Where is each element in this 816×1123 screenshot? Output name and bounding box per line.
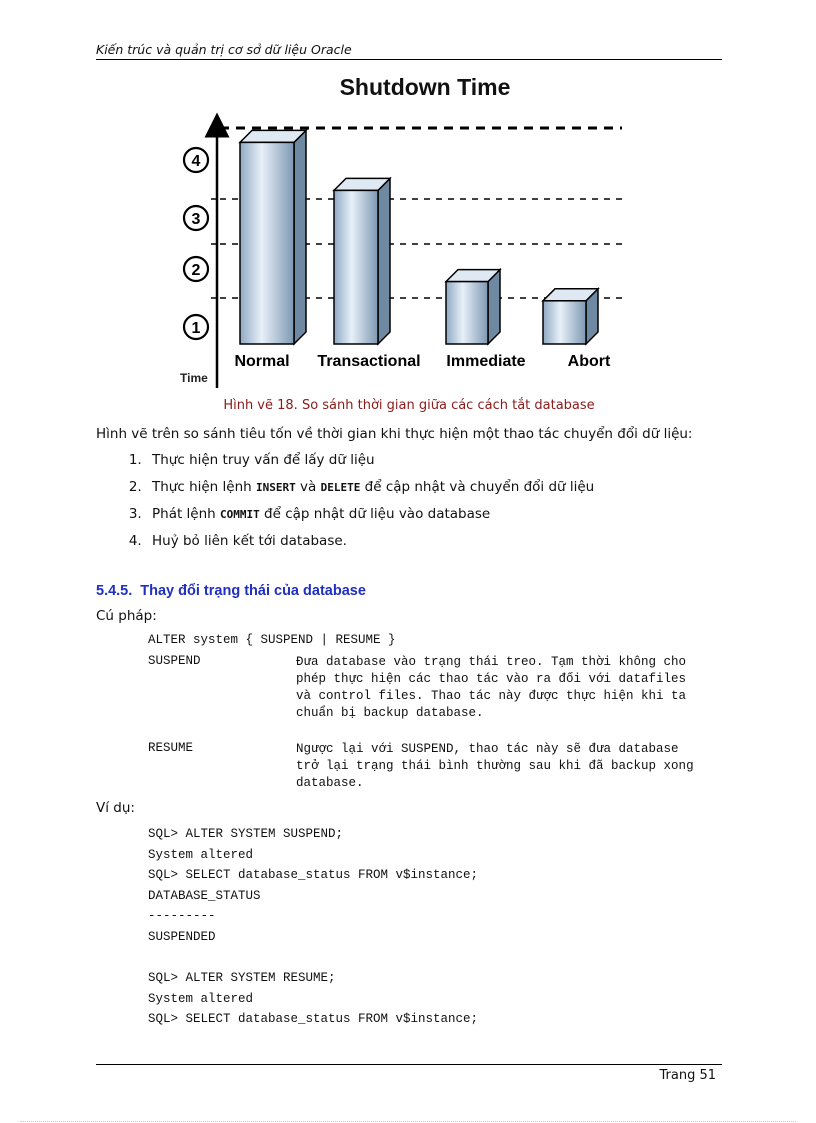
- y-tick-label: 4: [191, 153, 201, 170]
- list-item: 4. Huỷ bỏ liên kết tới database.: [146, 531, 594, 558]
- list-item: 1. Thực hiện truy vấn để lấy dữ liệu: [146, 450, 594, 477]
- page-number: Trang 51: [659, 1068, 716, 1083]
- keyword-delete: DELETE: [320, 481, 361, 494]
- category-label: Abort: [567, 353, 611, 370]
- y-tick-label: 1: [191, 320, 201, 337]
- bar-immediate: [446, 270, 500, 344]
- chart-title: Shutdown Time: [339, 74, 511, 100]
- intro-paragraph: Hình vẽ trên so sánh tiêu tốn về thời gian khi thực hiện một thao tác chuyển đổi dữ liệu:: [96, 426, 693, 442]
- y-axis-label: Time: [180, 371, 208, 385]
- bar-abort: [543, 289, 598, 344]
- syntax-line: ALTER system { SUSPEND | RESUME }: [148, 633, 396, 647]
- y-tick-label: 2: [191, 262, 201, 279]
- example-label: Ví dụ:: [96, 800, 135, 816]
- keyword-insert: INSERT: [256, 481, 296, 494]
- bars: [234, 130, 611, 370]
- keyword-commit: COMMIT: [220, 508, 260, 521]
- running-header: Kiến trúc và quản trị cơ sở dữ liệu Oracle: [96, 42, 352, 57]
- shutdown-time-chart: [0, 0, 816, 400]
- y-tick-label: 3: [191, 211, 201, 228]
- category-label: Transactional: [317, 353, 421, 370]
- y-ticks: [184, 128, 217, 339]
- category-label: Immediate: [446, 353, 526, 370]
- syntax-label: Cú pháp:: [96, 608, 157, 624]
- steps-list: [96, 450, 594, 558]
- footer-rule: [96, 1064, 722, 1065]
- list-item: 2. Thực hiện lệnh INSERT và DELETE để cập nhật và chuyển đổi dữ liệu: [146, 477, 594, 504]
- bar-transactional: [334, 178, 390, 344]
- section-heading: 5.4.5. Thay đổi trạng thái của database: [96, 583, 366, 599]
- bar-normal: [240, 130, 306, 344]
- list-item: 3. Phát lệnh COMMIT để cập nhật dữ liệu vào database: [146, 504, 594, 531]
- figure-caption: Hình vẽ 18. So sánh thời gian giữa các cách tắt database: [223, 398, 595, 413]
- category-label: Normal: [234, 353, 290, 370]
- page-edge: [20, 1121, 796, 1122]
- code-example: SQL> ALTER SYSTEM SUSPEND; System altered SQL> SELECT database_status FROM v$instance; DATABASE_STATUS --------- SUSPENDED SQL> ALTER SYSTEM RESUME; System altered SQL> SELECT database_status FROM v$instance;: [148, 827, 479, 1027]
